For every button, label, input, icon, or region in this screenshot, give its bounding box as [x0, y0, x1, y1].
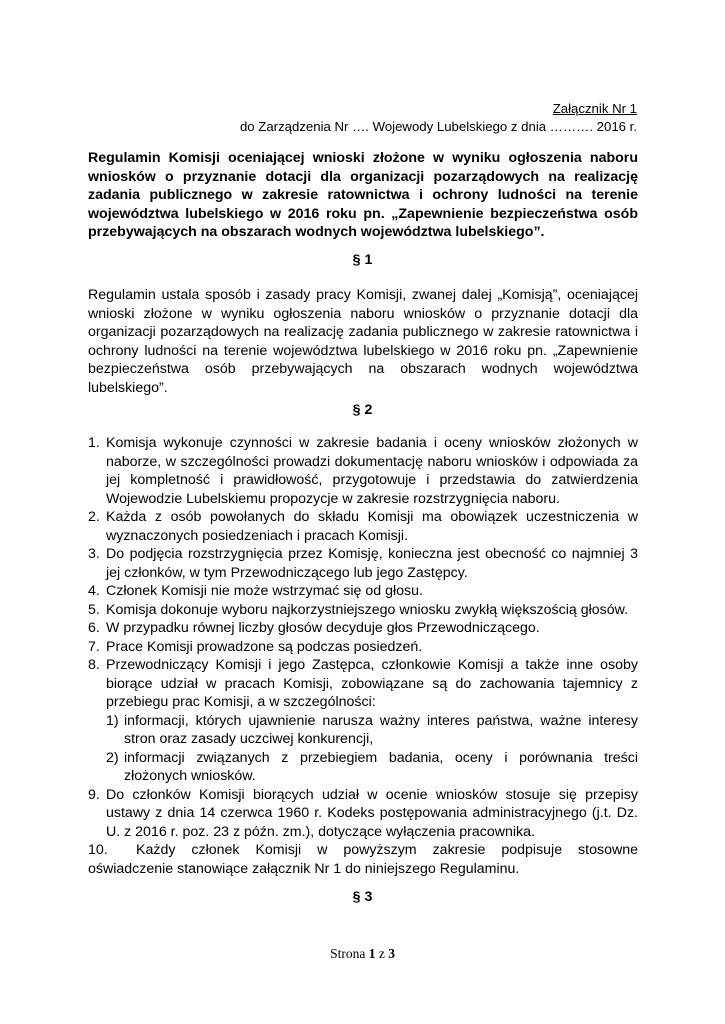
footer-prefix: Strona	[330, 946, 366, 961]
footer-total-pages: 3	[388, 946, 395, 961]
list-item	[88, 619, 638, 638]
list-item	[88, 582, 638, 601]
list-item	[88, 545, 638, 582]
list-item-number: 3.	[88, 546, 100, 562]
sub-list-item-number: 1)	[106, 712, 119, 729]
document-title: Regulamin Komisji oceniającej wnioski złożone w wyniku ogłoszenia naboru wniosków o przyznanie dotacji dla organizacji pozarządowych na realizację zadania publicznego w zakresie ratownictwa i ochrony ludności na terenie województwa lubelskiego w 2016 roku pn. „Zapewnienie bezpieczeństwa osób przebywających na obszarach wodnych województwa lubelskiego”.	[88, 150, 638, 241]
list-item-number: 9.	[88, 786, 100, 803]
list-item-number: 1.	[88, 435, 100, 451]
list-item-text: Do członków Komisji biorących udział w ocenie wniosków stosuje się przepisy ustawy z dnia 14 czerwca 1960 r. Kodeks postępowania administracyjnego (j.t. Dz. U. z 2016 r. poz. 23 z późn. zm.), dotyczące wyłączenia pracownika.	[106, 786, 638, 840]
list-item-text: Komisja wykonuje czynności w zakresie badania i oceny wniosków złożonych w naborze, w szczególności prowadzi dokumentację naboru wniosków i odpowiada za jej kompletność i prawidłowość, przygotowuje i przedstawia do zatwierdzenia Wojewodzie Lubelskiemu propozycje w zakresie rozstrzygnięcia naboru.	[106, 435, 638, 507]
list-item	[88, 841, 638, 878]
list-item-number: 4.	[88, 583, 100, 599]
sub-list-item-number: 2)	[106, 749, 119, 766]
list-item-text: Każda z osób powołanych do składu Komisji ma obowiązek uczestniczenia w wyznaczonych posiedzeniach i pracach Komisji.	[106, 509, 638, 544]
list-item-number: 8.	[88, 657, 100, 673]
list-item-text: Komisja dokonuje wyboru najkorzystniejszego wniosku zwykłą większością głosów.	[106, 601, 629, 618]
list-item-text: Do podjęcia rozstrzygnięcia przez Komisję, konieczna jest obecność co najmniej 3 jej członków, w tym Przewodniczącego lub jego Zastępcy.	[106, 546, 638, 581]
sub-list-item	[88, 712, 638, 749]
annex-title: Załącznik Nr 1	[552, 101, 637, 116]
sub-list-item-text: informacji związanych z przebiegiem badania, oceny i porównania treści złożonych wniosków.	[124, 749, 638, 784]
list-item	[88, 656, 638, 712]
list-item-number: 5.	[88, 601, 100, 618]
list-item-number: 10.	[88, 842, 108, 858]
section-1-paragraph: Regulamin ustala sposób i zasady pracy Komisji, zwanej dalej „Komisją”, oceniającej wnioski złożone w wyniku ogłoszenia naboru wniosków o przyznanie dotacji dla organizacji pozarządowych na realizację zadania publicznego w zakresie ratownictwa i ochrony ludności na terenie województwa lubelskiego w 2016 roku pn. „Zapewnienie bezpieczeństwa osób przebywających na obszarach wodnych województwa lubelskiego”.	[88, 287, 638, 396]
annex-reference: do Zarządzenia Nr …. Wojewody Lubelskiego z dnia ………. 2016 r.	[239, 119, 637, 134]
section-1-heading: § 1	[352, 252, 373, 268]
list-item-text: Członek Komisji nie może wstrzymać się od głosu.	[106, 583, 423, 599]
list-item	[88, 601, 638, 620]
list-item	[88, 786, 638, 842]
footer-page-number: 1	[368, 946, 376, 961]
list-item-number: 6.	[88, 620, 100, 636]
sub-list-item-text: informacji, których ujawnienie narusza ważny interes państwa, ważne interesy stron oraz zasady uczciwej konkurencji,	[124, 712, 638, 747]
list-item	[88, 508, 638, 545]
footer-of: z	[378, 946, 385, 961]
list-item-text: W przypadku równej liczby głosów decyduje głos Przewodniczącego.	[106, 620, 540, 636]
list-item	[88, 638, 638, 657]
list-item	[88, 434, 638, 508]
section-3-heading: § 3	[352, 889, 373, 905]
section-2-heading: § 2	[352, 402, 373, 418]
list-item-text: Każdy członek Komisji w powyższym zakresie podpisuje stosowne oświadczenie stanowiące załącznik Nr 1 do niniejszego Regulaminu.	[88, 842, 638, 877]
list-item-text: Prace Komisji prowadzone są podczas posiedzeń.	[106, 638, 423, 655]
section-2-list	[88, 434, 638, 878]
list-item-number: 2.	[88, 509, 100, 525]
page-footer	[0, 946, 725, 962]
list-item-number: 7.	[88, 638, 100, 655]
list-item-text: Przewodniczący Komisji i jego Zastępca, członkowie Komisji a także inne osoby biorące udział w pracach Komisji, zobowiązane są do zachowania tajemnicy z przebiegu prac Komisji, a w szczególności:	[106, 657, 638, 710]
sub-list-item	[88, 749, 638, 786]
